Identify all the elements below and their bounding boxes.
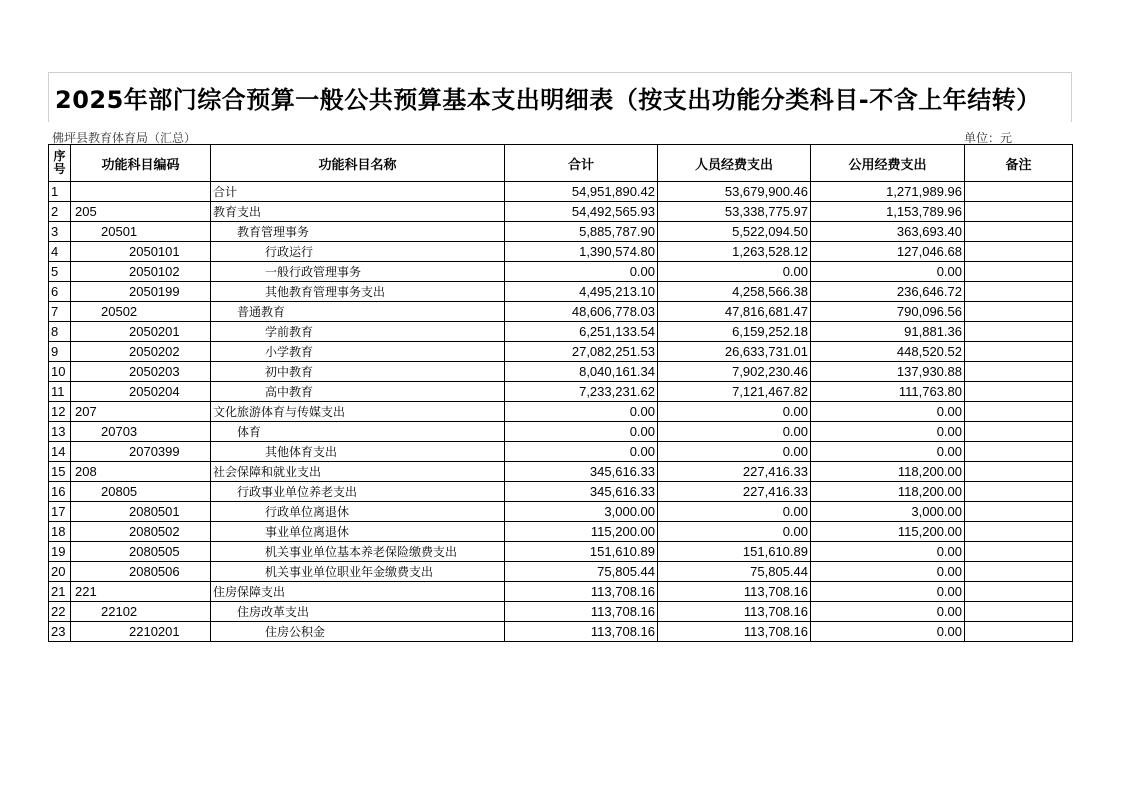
row-total: 54,492,565.93 xyxy=(505,202,658,222)
table-row xyxy=(49,322,1073,342)
header-public: 公用经费支出 xyxy=(811,145,965,182)
row-personnel: 113,708.16 xyxy=(658,582,811,602)
row-seq: 23 xyxy=(49,622,71,642)
row-personnel: 75,805.44 xyxy=(658,562,811,582)
row-name: 普通教育 xyxy=(211,302,505,322)
row-public: 0.00 xyxy=(811,422,965,442)
header-code: 功能科目编码 xyxy=(71,145,211,182)
row-seq: 8 xyxy=(49,322,71,342)
table-row xyxy=(49,342,1073,362)
row-public: 448,520.52 xyxy=(811,342,965,362)
row-personnel: 0.00 xyxy=(658,422,811,442)
row-code: 2050101 xyxy=(71,242,211,262)
row-seq: 17 xyxy=(49,502,71,522)
table-row xyxy=(49,582,1073,602)
row-seq: 16 xyxy=(49,482,71,502)
page-title: 2025年部门综合预算一般公共预算基本支出明细表（按支出功能分类科目-不含上年结转） xyxy=(55,86,1041,114)
row-code: 2050199 xyxy=(71,282,211,302)
row-remark xyxy=(965,222,1073,242)
row-remark xyxy=(965,382,1073,402)
table-row xyxy=(49,182,1073,202)
row-public: 115,200.00 xyxy=(811,522,965,542)
row-code: 2080505 xyxy=(71,542,211,562)
table-row xyxy=(49,482,1073,502)
row-total: 3,000.00 xyxy=(505,502,658,522)
row-code: 2080502 xyxy=(71,522,211,542)
row-code xyxy=(71,182,211,202)
row-name: 行政单位离退休 xyxy=(211,502,505,522)
row-remark xyxy=(965,482,1073,502)
row-seq: 13 xyxy=(49,422,71,442)
table-row xyxy=(49,502,1073,522)
row-personnel: 1,263,528.12 xyxy=(658,242,811,262)
row-remark xyxy=(965,342,1073,362)
table-row xyxy=(49,602,1073,622)
row-code: 20502 xyxy=(71,302,211,322)
row-name: 合计 xyxy=(211,182,505,202)
row-name: 住房公积金 xyxy=(211,622,505,642)
table-row xyxy=(49,222,1073,242)
header-seq: 序号 xyxy=(49,145,71,182)
row-personnel: 113,708.16 xyxy=(658,602,811,622)
row-remark xyxy=(965,282,1073,302)
row-seq: 6 xyxy=(49,282,71,302)
table-row xyxy=(49,542,1073,562)
row-code: 2050201 xyxy=(71,322,211,342)
row-code: 20703 xyxy=(71,422,211,442)
row-name: 一般行政管理事务 xyxy=(211,262,505,282)
row-seq: 1 xyxy=(49,182,71,202)
row-personnel: 6,159,252.18 xyxy=(658,322,811,342)
row-personnel: 53,338,775.97 xyxy=(658,202,811,222)
row-public: 0.00 xyxy=(811,622,965,642)
row-code: 2080506 xyxy=(71,562,211,582)
row-code: 2050204 xyxy=(71,382,211,402)
row-total: 113,708.16 xyxy=(505,622,658,642)
table-row xyxy=(49,402,1073,422)
row-remark xyxy=(965,602,1073,622)
row-code: 2050202 xyxy=(71,342,211,362)
table-row xyxy=(49,382,1073,402)
row-personnel: 227,416.33 xyxy=(658,482,811,502)
row-remark xyxy=(965,462,1073,482)
row-seq: 15 xyxy=(49,462,71,482)
row-public: 0.00 xyxy=(811,582,965,602)
row-remark xyxy=(965,542,1073,562)
row-name: 事业单位离退休 xyxy=(211,522,505,542)
row-public: 0.00 xyxy=(811,402,965,422)
row-total: 6,251,133.54 xyxy=(505,322,658,342)
row-total: 345,616.33 xyxy=(505,462,658,482)
row-personnel: 0.00 xyxy=(658,502,811,522)
row-code: 2210201 xyxy=(71,622,211,642)
row-personnel: 0.00 xyxy=(658,262,811,282)
row-seq: 22 xyxy=(49,602,71,622)
row-name: 文化旅游体育与传媒支出 xyxy=(211,402,505,422)
row-personnel: 151,610.89 xyxy=(658,542,811,562)
row-seq: 11 xyxy=(49,382,71,402)
budget-table xyxy=(48,144,1073,642)
row-name: 机关事业单位基本养老保险缴费支出 xyxy=(211,542,505,562)
organization-name: 佛坪县教育体育局（汇总） xyxy=(52,131,197,145)
table-row xyxy=(49,462,1073,482)
row-remark xyxy=(965,502,1073,522)
row-personnel: 7,902,230.46 xyxy=(658,362,811,382)
row-public: 0.00 xyxy=(811,442,965,462)
table-row xyxy=(49,422,1073,442)
header-total: 合计 xyxy=(505,145,658,182)
table-row xyxy=(49,302,1073,322)
row-total: 4,495,213.10 xyxy=(505,282,658,302)
row-code: 207 xyxy=(71,402,211,422)
row-personnel: 0.00 xyxy=(658,522,811,542)
row-total: 151,610.89 xyxy=(505,542,658,562)
row-personnel: 113,708.16 xyxy=(658,622,811,642)
row-name: 高中教育 xyxy=(211,382,505,402)
row-seq: 9 xyxy=(49,342,71,362)
row-total: 0.00 xyxy=(505,422,658,442)
table-row xyxy=(49,362,1073,382)
row-remark xyxy=(965,262,1073,282)
row-total: 113,708.16 xyxy=(505,602,658,622)
row-remark xyxy=(965,202,1073,222)
row-total: 0.00 xyxy=(505,402,658,422)
row-seq: 3 xyxy=(49,222,71,242)
header-personnel: 人员经费支出 xyxy=(658,145,811,182)
row-seq: 19 xyxy=(49,542,71,562)
row-remark xyxy=(965,182,1073,202)
title-row xyxy=(48,72,1072,122)
row-public: 363,693.40 xyxy=(811,222,965,242)
header-name: 功能科目名称 xyxy=(211,145,505,182)
row-total: 113,708.16 xyxy=(505,582,658,602)
row-total: 1,390,574.80 xyxy=(505,242,658,262)
row-code: 20501 xyxy=(71,222,211,242)
row-public: 0.00 xyxy=(811,262,965,282)
row-remark xyxy=(965,422,1073,442)
header-row xyxy=(49,145,1073,182)
row-remark xyxy=(965,582,1073,602)
row-personnel: 7,121,467.82 xyxy=(658,382,811,402)
row-name: 初中教育 xyxy=(211,362,505,382)
row-name: 住房改革支出 xyxy=(211,602,505,622)
row-code: 20805 xyxy=(71,482,211,502)
row-total: 75,805.44 xyxy=(505,562,658,582)
row-total: 115,200.00 xyxy=(505,522,658,542)
row-name: 行政运行 xyxy=(211,242,505,262)
row-public: 1,271,989.96 xyxy=(811,182,965,202)
table-row xyxy=(49,262,1073,282)
row-name: 住房保障支出 xyxy=(211,582,505,602)
row-personnel: 227,416.33 xyxy=(658,462,811,482)
row-remark xyxy=(965,442,1073,462)
table-row xyxy=(49,242,1073,262)
row-personnel: 47,816,681.47 xyxy=(658,302,811,322)
row-remark xyxy=(965,242,1073,262)
table-row xyxy=(49,282,1073,302)
row-personnel: 26,633,731.01 xyxy=(658,342,811,362)
row-public: 790,096.56 xyxy=(811,302,965,322)
row-total: 5,885,787.90 xyxy=(505,222,658,242)
row-remark xyxy=(965,622,1073,642)
row-seq: 20 xyxy=(49,562,71,582)
row-code: 221 xyxy=(71,582,211,602)
unit-label: 单位：元 xyxy=(964,131,1013,145)
row-public: 0.00 xyxy=(811,542,965,562)
meta-row xyxy=(48,122,1072,144)
row-total: 0.00 xyxy=(505,262,658,282)
row-public: 1,153,789.96 xyxy=(811,202,965,222)
row-total: 7,233,231.62 xyxy=(505,382,658,402)
row-remark xyxy=(965,322,1073,342)
header-remark: 备注 xyxy=(965,145,1073,182)
row-name: 行政事业单位养老支出 xyxy=(211,482,505,502)
table-row xyxy=(49,522,1073,542)
row-public: 3,000.00 xyxy=(811,502,965,522)
row-code: 2080501 xyxy=(71,502,211,522)
row-public: 127,046.68 xyxy=(811,242,965,262)
row-total: 48,606,778.03 xyxy=(505,302,658,322)
row-seq: 14 xyxy=(49,442,71,462)
budget-sheet xyxy=(48,72,1072,642)
row-public: 118,200.00 xyxy=(811,462,965,482)
row-remark xyxy=(965,522,1073,542)
table-row xyxy=(49,622,1073,642)
table-row xyxy=(49,562,1073,582)
table-body xyxy=(49,182,1073,642)
row-seq: 2 xyxy=(49,202,71,222)
row-public: 91,881.36 xyxy=(811,322,965,342)
row-personnel: 53,679,900.46 xyxy=(658,182,811,202)
row-remark xyxy=(965,362,1073,382)
row-name: 体育 xyxy=(211,422,505,442)
row-public: 118,200.00 xyxy=(811,482,965,502)
row-seq: 5 xyxy=(49,262,71,282)
row-remark xyxy=(965,302,1073,322)
row-name: 学前教育 xyxy=(211,322,505,342)
row-name: 机关事业单位职业年金缴费支出 xyxy=(211,562,505,582)
row-seq: 7 xyxy=(49,302,71,322)
row-name: 其他教育管理事务支出 xyxy=(211,282,505,302)
row-seq: 12 xyxy=(49,402,71,422)
row-code: 2050203 xyxy=(71,362,211,382)
row-name: 教育管理事务 xyxy=(211,222,505,242)
row-code: 22102 xyxy=(71,602,211,622)
row-public: 111,763.80 xyxy=(811,382,965,402)
table-row xyxy=(49,202,1073,222)
row-seq: 18 xyxy=(49,522,71,542)
row-seq: 10 xyxy=(49,362,71,382)
row-total: 27,082,251.53 xyxy=(505,342,658,362)
row-public: 0.00 xyxy=(811,562,965,582)
row-public: 137,930.88 xyxy=(811,362,965,382)
row-personnel: 4,258,566.38 xyxy=(658,282,811,302)
row-personnel: 0.00 xyxy=(658,442,811,462)
row-total: 0.00 xyxy=(505,442,658,462)
row-name: 教育支出 xyxy=(211,202,505,222)
row-remark xyxy=(965,562,1073,582)
row-public: 236,646.72 xyxy=(811,282,965,302)
row-seq: 4 xyxy=(49,242,71,262)
row-seq: 21 xyxy=(49,582,71,602)
row-public: 0.00 xyxy=(811,602,965,622)
row-code: 205 xyxy=(71,202,211,222)
row-personnel: 0.00 xyxy=(658,402,811,422)
row-code: 208 xyxy=(71,462,211,482)
row-name: 其他体育支出 xyxy=(211,442,505,462)
table-row xyxy=(49,442,1073,462)
row-remark xyxy=(965,402,1073,422)
row-total: 345,616.33 xyxy=(505,482,658,502)
row-name: 社会保障和就业支出 xyxy=(211,462,505,482)
row-personnel: 5,522,094.50 xyxy=(658,222,811,242)
row-code: 2070399 xyxy=(71,442,211,462)
row-total: 54,951,890.42 xyxy=(505,182,658,202)
row-code: 2050102 xyxy=(71,262,211,282)
row-total: 8,040,161.34 xyxy=(505,362,658,382)
row-name: 小学教育 xyxy=(211,342,505,362)
